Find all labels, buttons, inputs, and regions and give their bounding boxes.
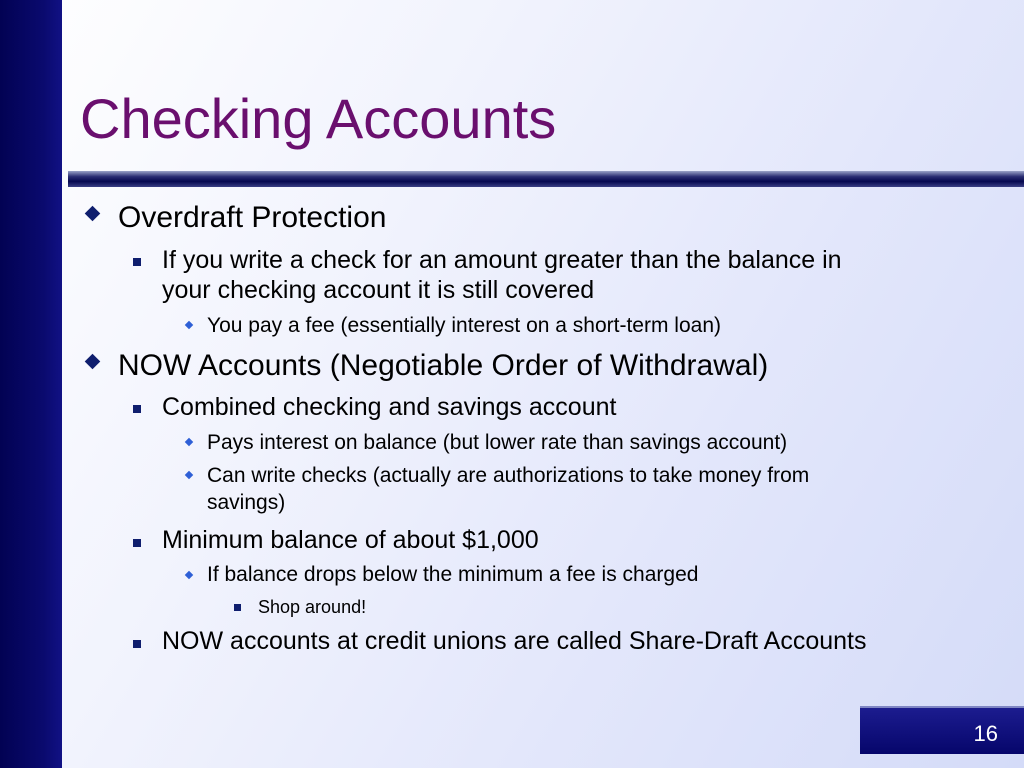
bullet-level2: Minimum balance of about $1,000 [162,526,539,554]
diamond-bullet-icon [185,471,193,479]
bullet-level2: If you write a check for an amount greater than the balance in [162,246,842,274]
square-bullet-icon [133,258,141,266]
bullet-level3-continuation: savings) [207,491,286,514]
bullet-level3: Pays interest on balance (but lower rate than savings account) [207,431,788,454]
diamond-bullet-icon [185,571,193,579]
bullet-level4: Shop around! [258,597,367,617]
bullet-level3: If balance drops below the minimum a fee is charged [207,563,699,586]
diamond-bullet-icon [85,206,101,222]
square-bullet-icon [133,539,141,547]
page-number-box [860,706,1024,754]
bullet-level2-continuation: your checking account it is still covered [162,276,595,304]
diamond-bullet-icon [185,321,193,329]
bullet-level2: Combined checking and savings account [162,393,617,421]
page-number: 16 [973,721,998,746]
left-accent-bar [0,0,62,768]
diamond-bullet-icon [85,354,101,370]
bullet-level3: Can write checks (actually are authorizations to take money from [207,464,810,487]
diamond-bullet-icon [185,438,193,446]
square-bullet-icon [133,640,141,648]
square-bullet-icon [133,405,141,413]
bullet-level3: You pay a fee (essentially interest on a short-term loan) [207,314,721,337]
bullet-level1: NOW Accounts (Negotiable Order of Withdrawal) [118,349,769,382]
bullet-level2: NOW accounts at credit unions are called Share-Draft Accounts [162,627,867,655]
slide-title: Checking Accounts [80,87,557,150]
bullet-level1: Overdraft Protection [118,201,387,234]
square-bullet-icon [234,604,241,611]
title-divider [68,171,1024,187]
